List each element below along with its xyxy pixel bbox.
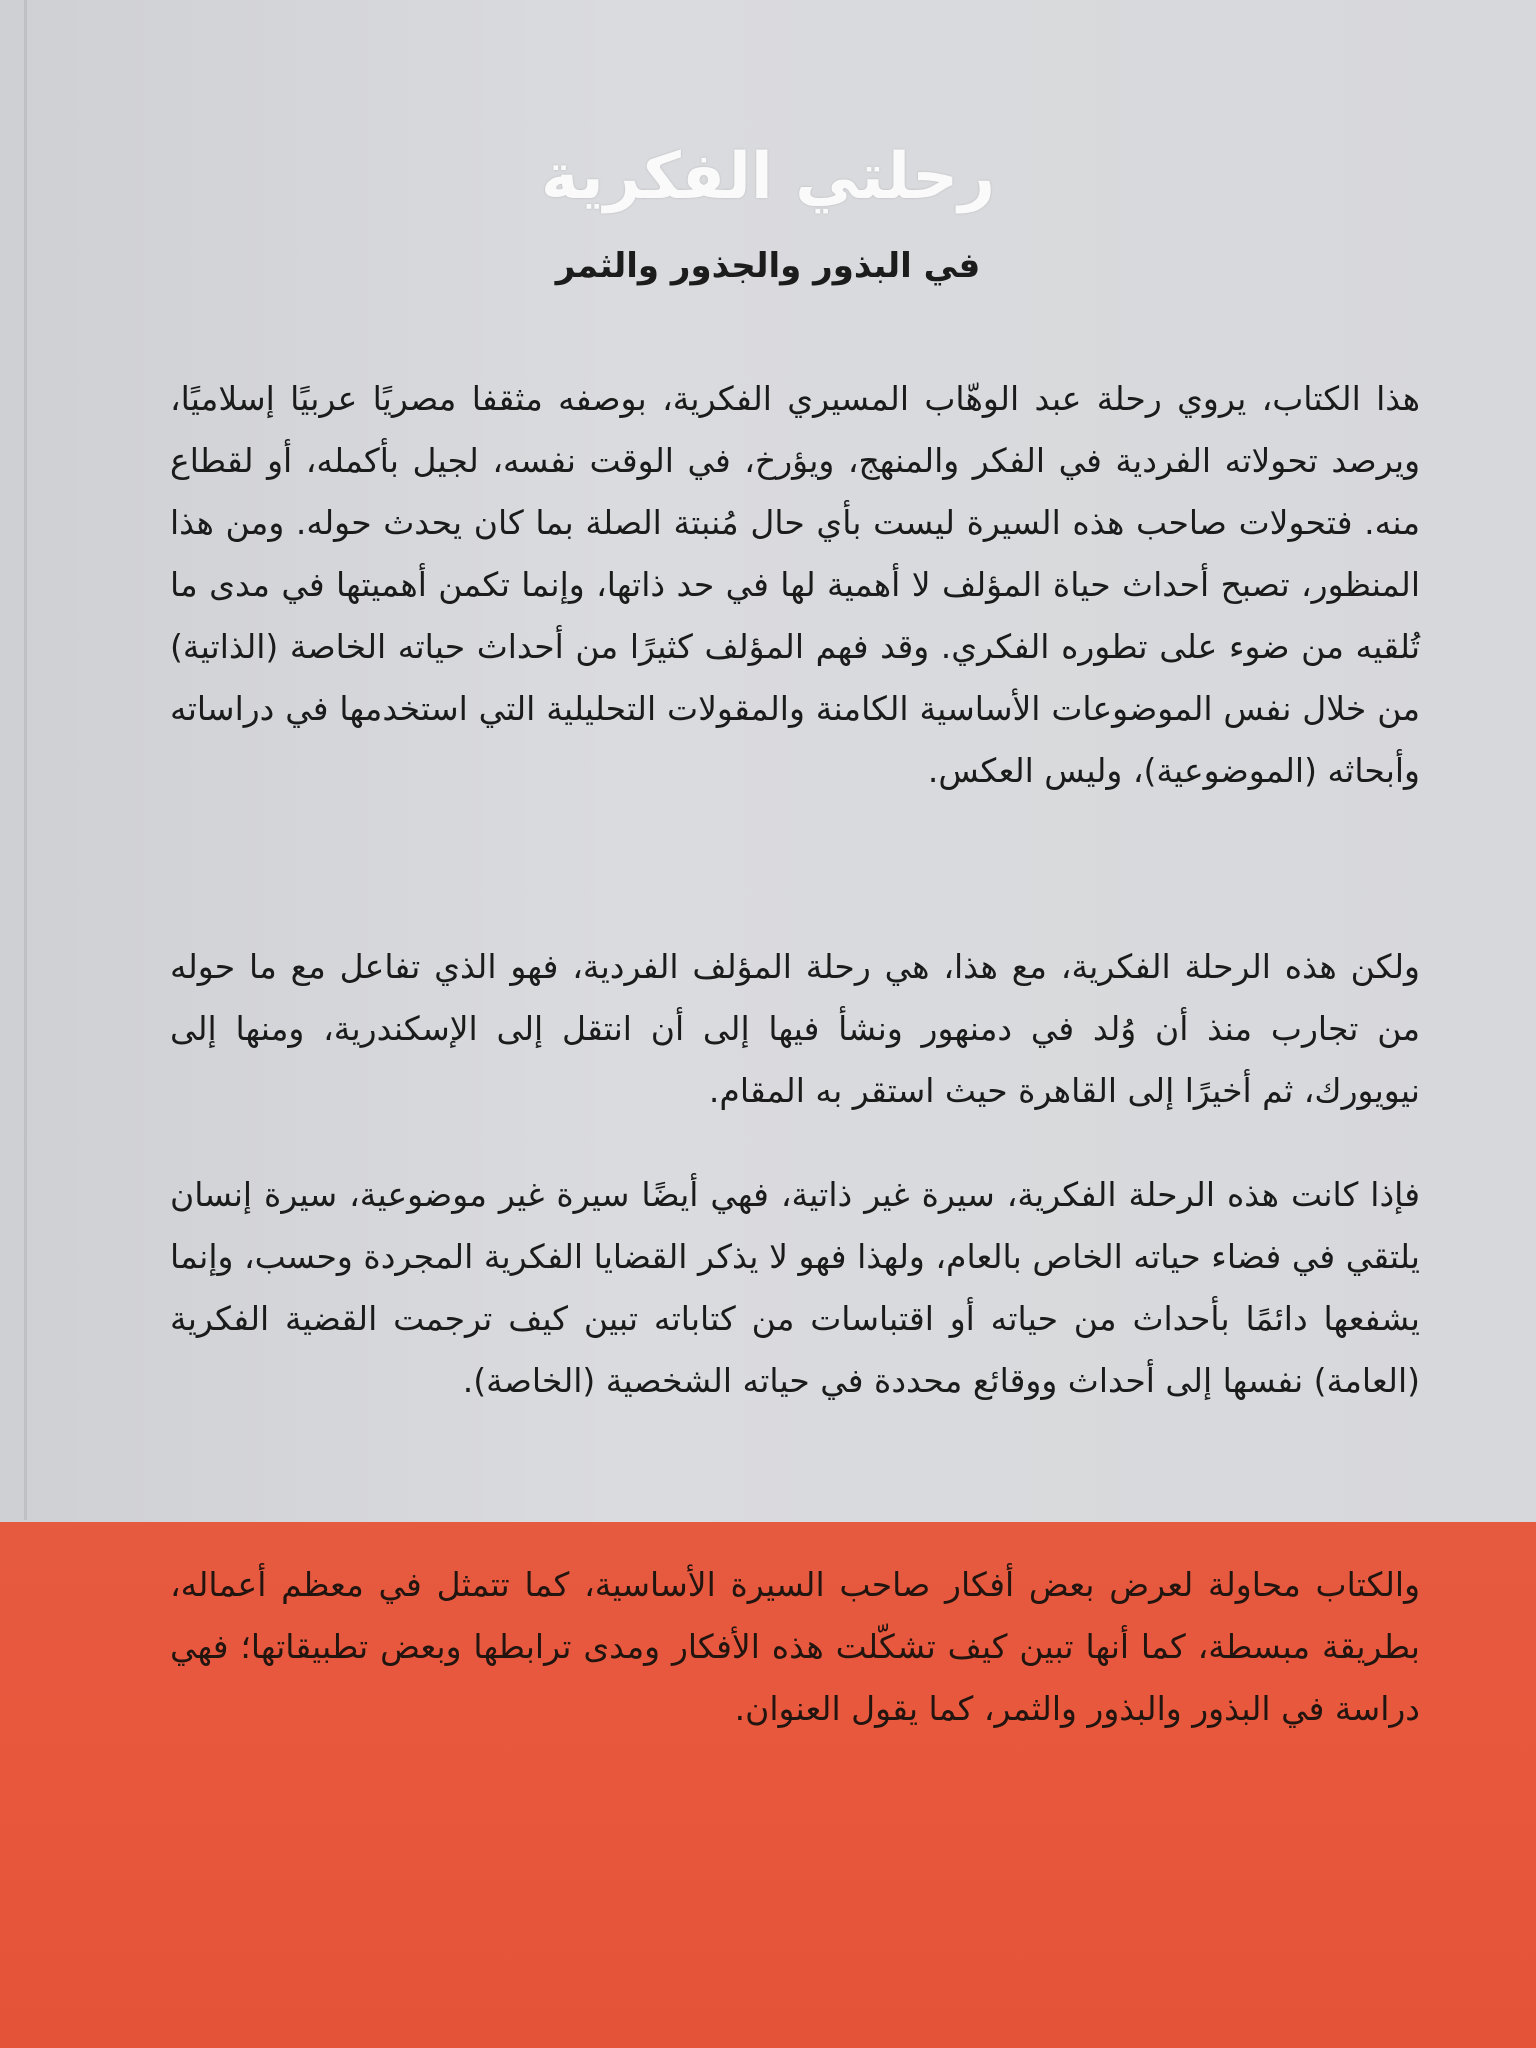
spine-edge [24, 0, 27, 1520]
book-title: رحلتي الفكرية [540, 140, 996, 214]
blurb-paragraph-2: ولكن هذه الرحلة الفكرية، مع هذا، هي رحلة المؤلف الفردية، فهو الذي تفاعل مع ما حوله من تجارب منذ أن وُلد في دمنهور ونشأ فيها إلى أن انتقل إلى الإسكندرية، ومنها إلى نيويورك، ثم أخيرًا إلى القاهرة حيث استقر به المقام. [170, 947, 1420, 1110]
book-subtitle: في البذور والجذور والثمر [555, 246, 981, 286]
blurb-paragraph-1: هذا الكتاب، يروي رحلة عبد الوهّاب المسيري الفكرية، بوصفه مثقفا مصريًا عربيًا إسلاميًا، ويرصد تحولاته الفردية في الفكر والمنهج، ويؤرخ، في الوقت نفسه، لجيل بأكمله، أو لقطاع منه. فتحولات صاحب هذه السيرة ليست بأي حال مُنبتة الصلة بما كان يحدث حوله. ومن هذا المنظور، تصبح أحداث حياة المؤلف لا أهمية لها في حد ذاتها، وإنما تكمن أهميتها في مدى ما تُلقيه من ضوء على تطوره الفكري. وقد فهم المؤلف كثيرًا من أحداث حياته الخاصة (الذاتية) من خلال نفس الموضوعات الأساسية الكامنة والمقولات التحليلية التي استخدمها في دراساته وأبحاثه (الموضوعية)، وليس العكس. [170, 379, 1420, 790]
blurb-paragraph-4: والكتاب محاولة لعرض بعض أفكار صاحب السيرة الأساسية، كما تتمثل في معظم أعماله، بطريقة مبسطة، كما أنها تبين كيف تشكّلت هذه الأفكار ومدى ترابطها وبعض تطبيقاتها؛ فهي دراسة في البذور والبذور والثمر، كما يقول العنوان. [170, 1565, 1420, 1728]
blurb-paragraph-3: فإذا كانت هذه الرحلة الفكرية، سيرة غير ذاتية، فهي أيضًا سيرة غير موضوعية، سيرة إنسان يلتقي في فضاء حياته الخاص بالعام، ولهذا فهو لا يذكر القضايا الفكرية المجردة وحسب، وإنما يشفعها دائمًا بأحداث من حياته أو اقتباسات من كتاباته تبين كيف ترجمت القضية الفكرية (العامة) نفسها إلى أحداث ووقائع محددة في حياته الشخصية (الخاصة). [170, 1175, 1420, 1400]
